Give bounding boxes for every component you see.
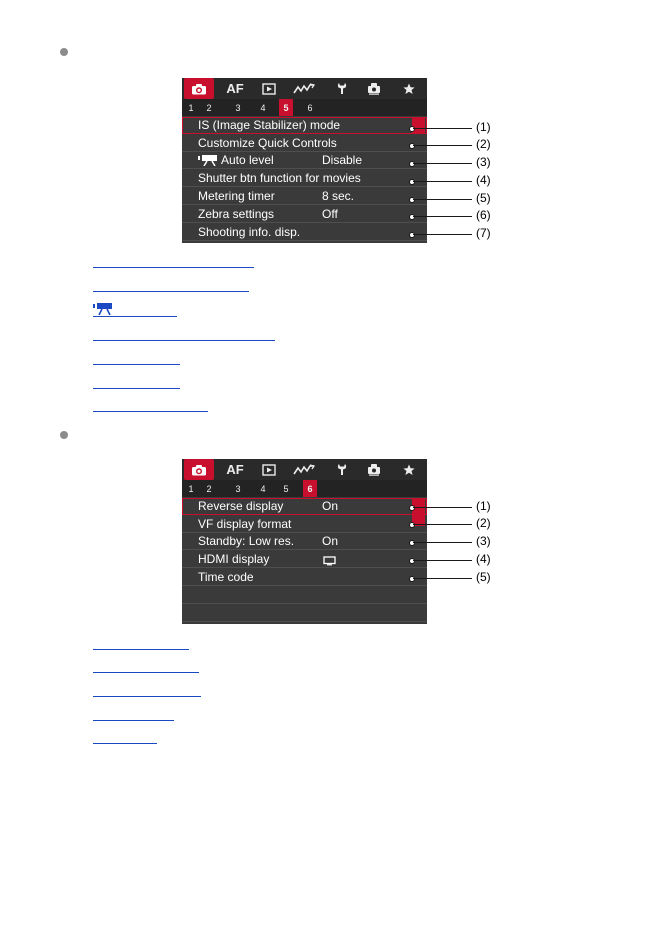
menu-item-auto-level[interactable] [182, 152, 427, 169]
callout-number: (5) [476, 191, 491, 205]
subtab-6[interactable]: 6 [303, 480, 317, 497]
playback-icon [262, 83, 276, 95]
callout-number: (6) [476, 208, 491, 222]
menu-item-label: Standby: Low res. [198, 534, 295, 548]
main-tab-bar [182, 459, 427, 480]
tab-af-label: AF [226, 462, 244, 477]
tab-af-label: AF [226, 81, 244, 96]
wrench-icon [336, 82, 348, 95]
link-1[interactable] [93, 253, 254, 268]
subtab-1[interactable]: 1 [188, 483, 194, 494]
link-5[interactable] [93, 350, 180, 365]
wrench-icon [336, 463, 348, 476]
menu-item-label: IS (Image Stabilizer) mode [198, 118, 341, 132]
menu-item-label: Metering timer [198, 189, 275, 203]
menu-item-time-code[interactable] [182, 569, 427, 586]
link-11[interactable] [93, 706, 174, 721]
menu-item-label: Reverse display [198, 499, 284, 513]
callout-number: (7) [476, 226, 491, 240]
tab-wireless[interactable] [289, 78, 319, 99]
menu-item-value: Disable [322, 153, 363, 167]
wireless-icon [293, 83, 315, 95]
menu-item-value: 8 sec. [322, 189, 355, 203]
star-icon [403, 83, 415, 95]
menu-item-label: VF display format [198, 517, 292, 531]
menu-item-shutter-btn-function[interactable] [182, 170, 427, 187]
movie-icon [198, 155, 218, 169]
monitor-icon [323, 555, 336, 569]
wireless-icon [293, 464, 315, 476]
camera-icon [191, 464, 207, 476]
menu-item-label: Zebra settings [198, 207, 275, 221]
callout-number: (3) [476, 155, 491, 169]
sub-tab-bar [182, 480, 427, 497]
menu-item-empty [182, 605, 427, 622]
tab-my-menu[interactable] [394, 78, 424, 99]
menu-item-label: Auto level [221, 153, 274, 167]
link-9[interactable] [93, 658, 199, 673]
tab-playback[interactable] [254, 459, 284, 480]
tab-af[interactable] [220, 459, 250, 480]
section-bullet [60, 431, 68, 439]
subtab-2[interactable]: 2 [206, 102, 212, 113]
menu-item-value: Off [322, 207, 338, 221]
link-12[interactable] [93, 729, 157, 744]
callout-number: (4) [476, 173, 491, 187]
tab-wireless[interactable] [289, 459, 319, 480]
callout-number: (5) [476, 570, 491, 584]
callout-number: (2) [476, 137, 491, 151]
main-tab-bar [182, 78, 427, 99]
tab-setup[interactable] [327, 78, 357, 99]
link-8[interactable] [93, 635, 189, 650]
movie-icon [93, 303, 115, 315]
tab-af[interactable] [220, 78, 250, 99]
callout-number: (4) [476, 552, 491, 566]
menu-item-shooting-info-disp[interactable] [182, 224, 427, 241]
menu-item-label: Shooting info. disp. [198, 225, 301, 239]
star-icon [403, 464, 415, 476]
subtab-3[interactable]: 3 [235, 102, 241, 113]
subtab-3[interactable]: 3 [235, 483, 241, 494]
tab-my-menu[interactable] [394, 459, 424, 480]
menu-item-reverse-display[interactable] [182, 498, 427, 515]
menu-item-customize-quick-controls[interactable] [182, 135, 427, 152]
subtab-1[interactable]: 1 [188, 102, 194, 113]
playback-icon [262, 464, 276, 476]
tab-custom-functions[interactable] [359, 78, 389, 99]
tab-shooting[interactable] [184, 459, 214, 480]
custom-function-icon [367, 82, 381, 95]
camera-icon [191, 83, 207, 95]
sub-tab-bar [182, 99, 427, 116]
subtab-5[interactable]: 5 [279, 99, 293, 116]
menu-item-empty [182, 587, 427, 604]
link-7[interactable] [93, 397, 208, 412]
subtab-2[interactable]: 2 [206, 483, 212, 494]
callout-number: (3) [476, 534, 491, 548]
tab-playback[interactable] [254, 78, 284, 99]
section-bullet [60, 48, 68, 56]
menu-item-vf-display-format[interactable] [182, 516, 427, 533]
menu-item-hdmi-display[interactable] [182, 551, 427, 568]
menu-item-standby-low-res[interactable] [182, 533, 427, 550]
tab-setup[interactable] [327, 459, 357, 480]
menu-item-label: Customize Quick Controls [198, 136, 337, 150]
menu-item-metering-timer[interactable] [182, 188, 427, 205]
subtab-6[interactable]: 6 [307, 102, 313, 113]
subtab-4[interactable]: 4 [260, 483, 266, 494]
menu-item-zebra-settings[interactable] [182, 206, 427, 223]
menu-item-value: On [322, 499, 339, 513]
link-10[interactable] [93, 682, 201, 697]
callout-number: (2) [476, 516, 491, 530]
subtab-4[interactable]: 4 [260, 102, 266, 113]
link-3[interactable] [93, 302, 177, 317]
menu-item-is-mode[interactable] [182, 117, 427, 134]
menu-item-value: On [322, 534, 339, 548]
link-2[interactable] [93, 277, 249, 292]
menu-item-label: Shutter btn function for movies [198, 171, 361, 185]
tab-shooting[interactable] [184, 78, 214, 99]
menu-screen-shooting-5 [182, 78, 427, 243]
custom-function-icon [367, 463, 381, 476]
subtab-5[interactable]: 5 [283, 483, 289, 494]
tab-custom-functions[interactable] [359, 459, 389, 480]
menu-item-label: HDMI display [198, 552, 270, 566]
menu-item-label: Time code [198, 570, 254, 584]
callout-number: (1) [476, 499, 491, 513]
link-6[interactable] [93, 374, 180, 389]
callout-number: (1) [476, 120, 491, 134]
menu-screen-shooting-6 [182, 459, 427, 624]
link-4[interactable] [93, 326, 275, 341]
